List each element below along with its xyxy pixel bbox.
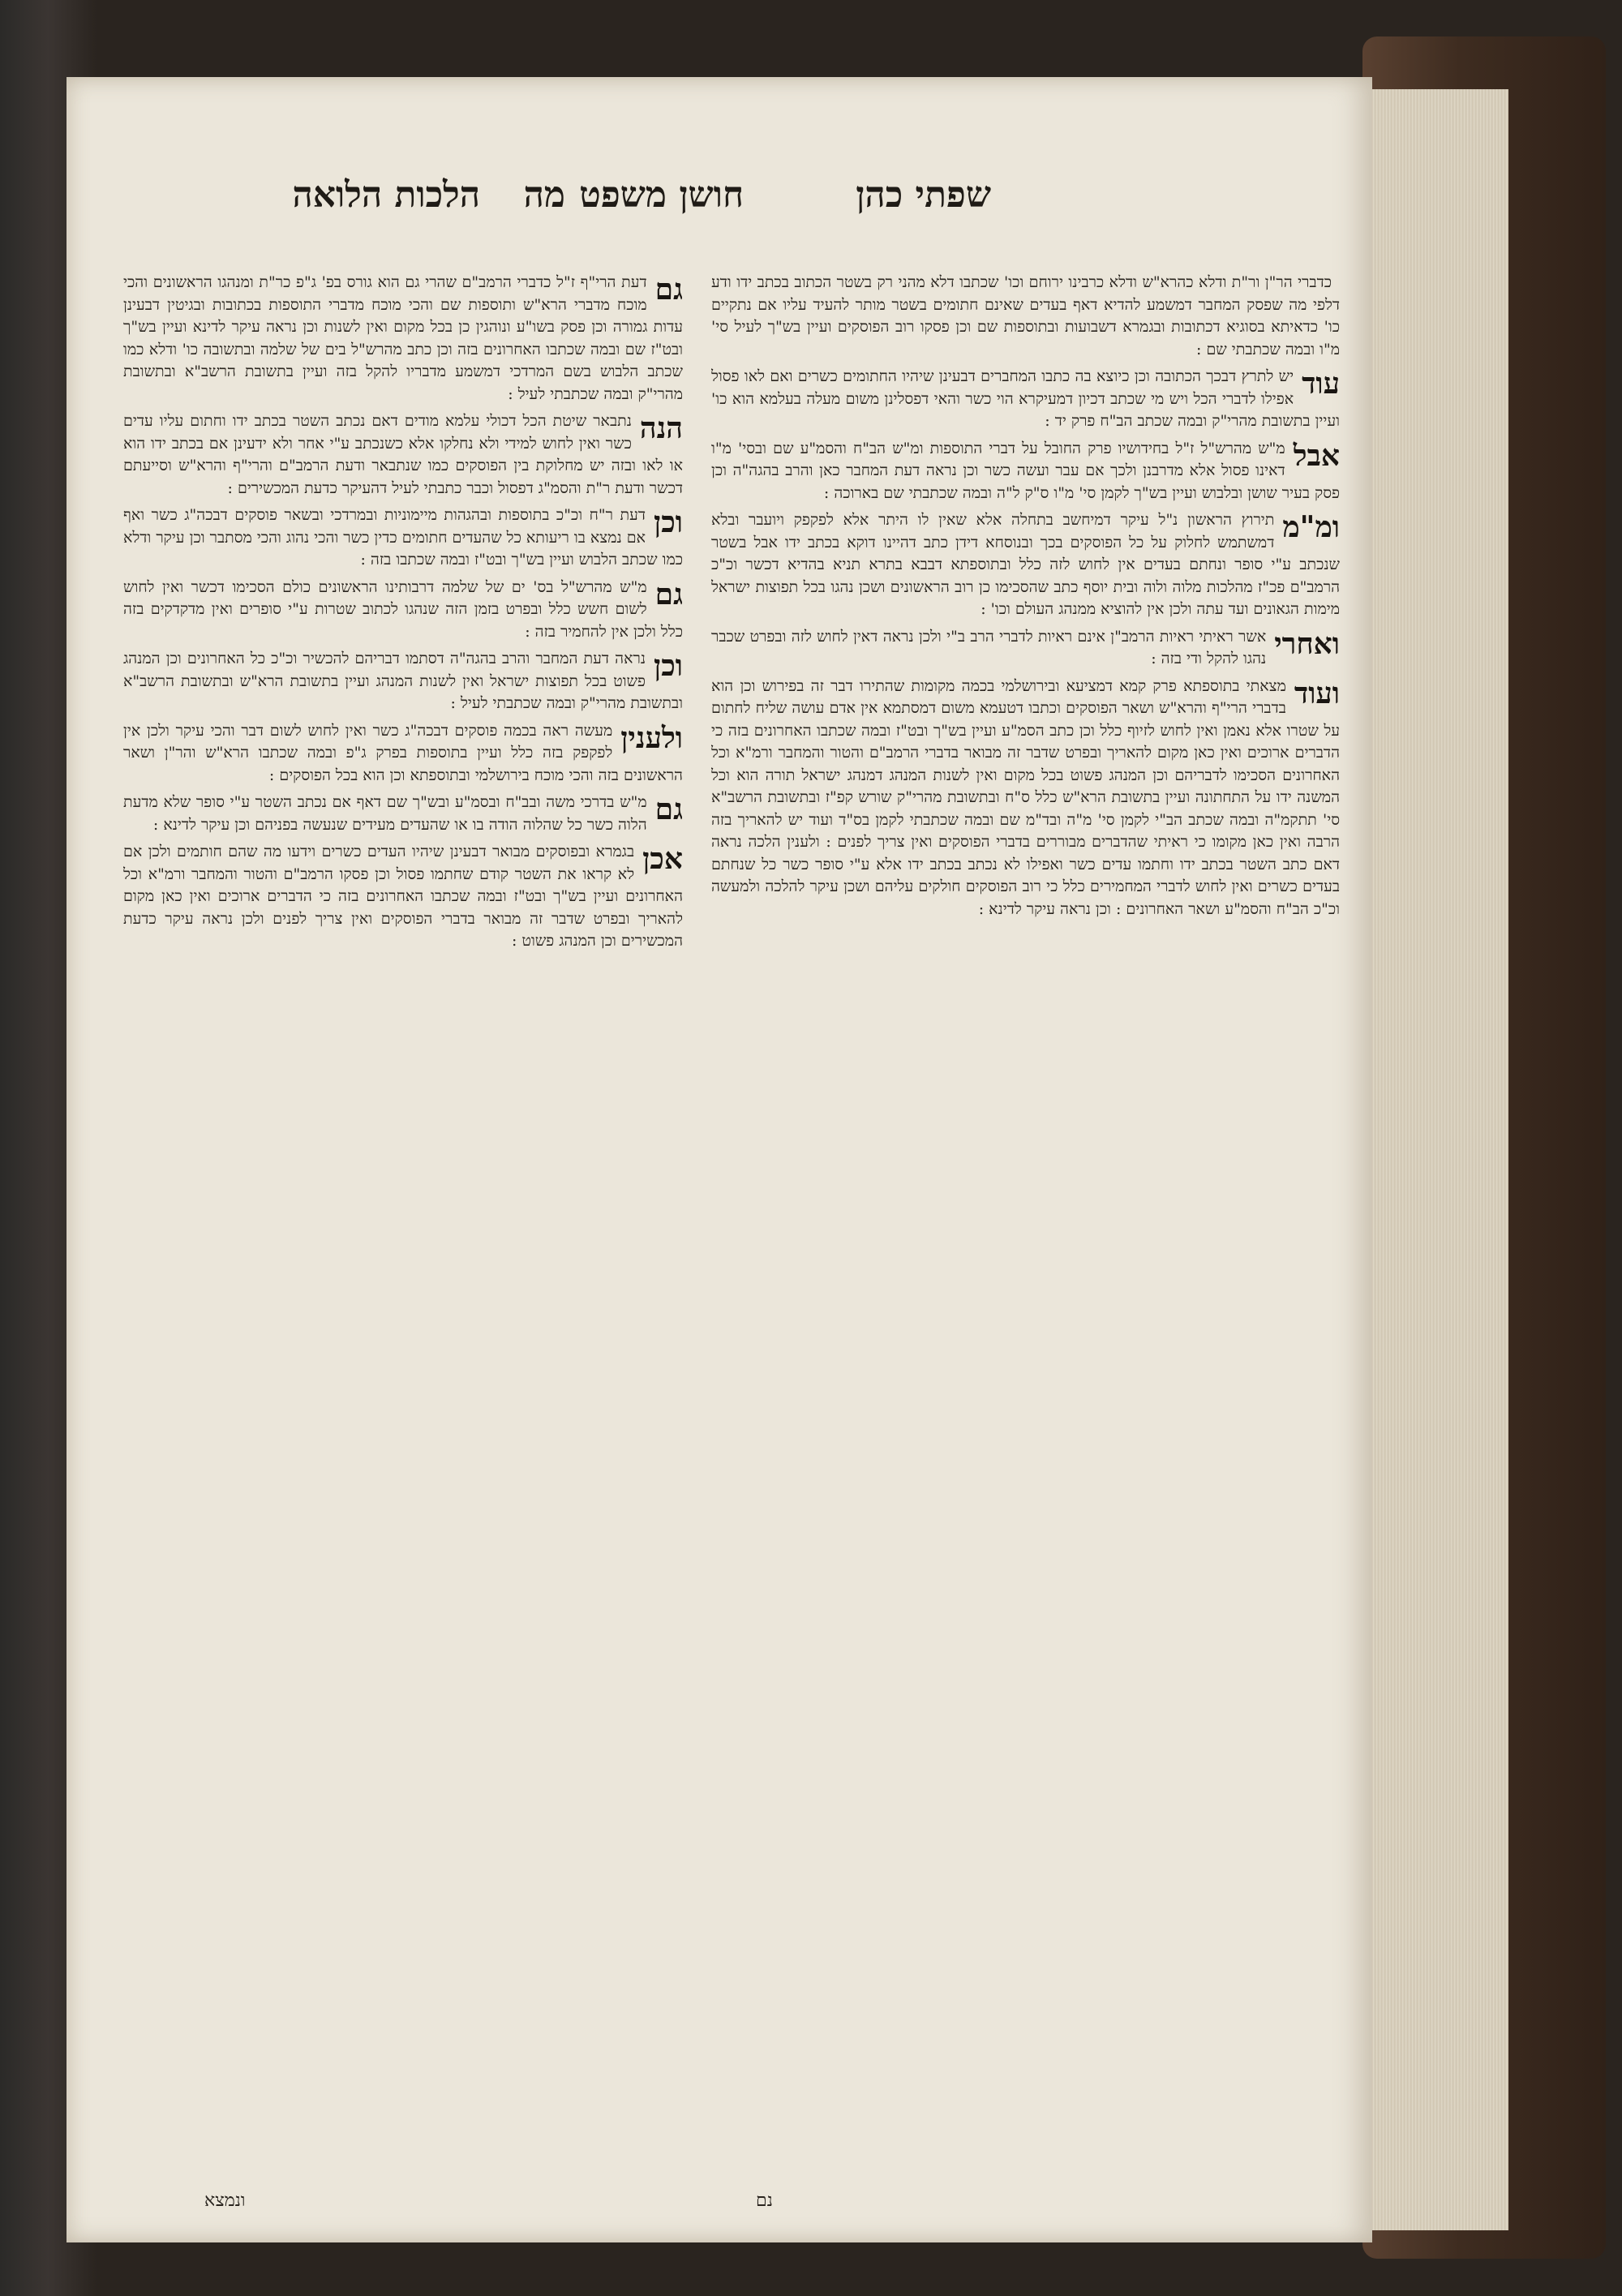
section-title: חושן משפט	[579, 174, 744, 216]
paragraph-lead-word: גם	[654, 273, 683, 307]
paragraph	[123, 720, 683, 788]
paragraph	[711, 438, 1340, 505]
text-column-right	[711, 272, 1340, 2210]
paragraph	[711, 676, 1340, 921]
paragraph	[123, 504, 683, 572]
paragraph-text: מ"ש בדרכי משה ובב"ח ובסמ"ע ובש"ך שם דאף אם נכתב השטר ע"י סופר שלא מדעת הלוה כשר כל שהלוה הודה בו או שהעדים מעידים שנעשה בפניהם וכן עיקר לדינא :	[123, 793, 647, 834]
paragraph-text: מ"ש מהרש"ל בס' ים של שלמה דרבותינו הראשונים כולם הסכימו דכשר ואין לחוש לשום חשש כלל ובפרט בזמן הזה שנהגו לכתוב שטרות ע"י סופרים ואין מדקדקים בזה כלל ולכן אין להחמיר בזה :	[123, 577, 683, 641]
paragraph	[123, 410, 683, 500]
paragraph-lead-word: ולענין	[620, 720, 683, 755]
paragraph-text: יש לתרץ דבכך הכתובה וכן כיוצא בה כתבו המחברים דבעינן שיהיו החתומים כשרים ואם לאו פסול אפילו לדברי הכל ויש מי שכתב דכיון דמעיקרא הוי כשר והאי דפסלינן משום מעלה בעלמא הוא כו' ועיין בתשובת מהרי"ק ובמה שכתב הב"ח פרק יד :	[711, 367, 1340, 430]
paragraph-lead-word: וכן	[654, 505, 683, 539]
paragraph-text: בגמרא ובפוסקים מבואר דבעינן שיהיו העדים כשרים וידעו מה שהם חותמים ולכן אם לא קראו את השטר קודם שחתמו פסול וכן פסקו הרמב"ם והטור והמחבר ורמ"א וכל האחרונים ועיין בש"ך ובט"ז ובמה שכתבו האחרונים בזה כי הדברים ארוכים ואין כאן מקום להאריך ובפרט שדבר זה מבואר בדברי הפוסקים ואין צריך לפנים ולכן נראה עיקר כדעת המכשירים וכן המנהג פשוט :	[123, 843, 683, 950]
paragraph	[711, 626, 1340, 671]
paragraph-lead-word: ואחרי	[1274, 626, 1340, 661]
paragraph-lead-word: אבל	[1293, 438, 1340, 473]
catchword-left: ונמצא	[204, 2191, 246, 2211]
text-column-left	[123, 272, 683, 2210]
paragraph	[123, 792, 683, 836]
book-title: שפתי כהן	[856, 174, 991, 216]
paragraph-text: נראה דעת המחבר והרב בהגה"ה דסתמו דבריהם להכשיר וכ"כ כל האחרונים וכן המנהג פשוט בכל תפוצות ישראל ואין לשנות המנהג ועיין בתשובת הרא"ש ובתשובת הרשב"א ובתשובת מהרי"ק ובמה שכתבתי לעיל :	[123, 650, 683, 712]
page-edges	[1371, 89, 1508, 2230]
paragraph-lead-word: הנה	[639, 411, 683, 445]
paragraph-lead-word: עוד	[1302, 367, 1340, 401]
paragraph-text: מ"ש מהרש"ל ז"ל בחידושיו פרק החובל על דברי התוספות ומ"ש הב"ח והסמ"ע שם ובסי' מ"ו דאינו פסול אלא מדרבנן ולכך אם עבר ועשה כשר וכן נראה דעת המחבר כאן והרב בהגה"ה וכן פסק בעיר שושן ובלבוש ועיין בש"ך לקמן סי' מ"ו ס"ק ל"ה ובמה שכתבתי שם בארוכה :	[711, 439, 1340, 502]
page-number: מה	[523, 174, 565, 216]
running-header	[67, 174, 1372, 239]
paragraph	[711, 366, 1340, 433]
paragraph	[711, 272, 1340, 361]
paragraph	[123, 841, 683, 953]
paragraph-text: מעשה ראה בכמה פוסקים דבכה"ג כשר ואין לחוש לשום דבר והכי עיקר ולכן אין לפקפק בזה כלל ועיין בתוספות בפרק ג"פ ובמה שכתבו הרא"ש והר"ן ושאר הראשונים בזה והכי מוכח בירושלמי ובתוספתא וכן הוא בכל הפוסקים :	[123, 721, 683, 784]
paragraph-lead-word: אכן	[642, 842, 683, 876]
paragraph	[123, 577, 683, 644]
topic-title: הלכות הלואה	[292, 174, 480, 216]
paragraph-text: תירוץ הראשון נ"ל עיקר דמיחשב בתחלה אלא שאין לו היתר אלא לפקפק ויועבר ובלא דמשתמש לחלוק על כל הפוסקים בכך ובנוסחא דידן כתב דהיינו דוקא בכתב ידו אבל בשטר שנכתב ע"י סופר ונחתם בעדים אין לחוש לזה כלל ובתוספתא דבבא בתרא תניא בהדיא דכשר וכ"כ הרמב"ם פכ"ז מהלכות מלוה ולוה ובית יוסף כתב שהסכימו כן רוב הראשונים ושכן נהגו בכל תפוצות ישראל מימות הגאונים ועד עתה ולכן אין להוציא ממנהג העולם וכו' :	[711, 511, 1340, 618]
paragraph-lead-word: ועוד	[1294, 676, 1340, 710]
paragraph-lead-word: וכן	[654, 649, 683, 683]
paragraph-lead-word: גם	[654, 577, 683, 612]
paragraph-text: דעת הרי"ף ז"ל כדברי הרמב"ם שהרי גם הוא גורס בפ' ג"פ כר"ת ומנהגו הראשונים והכי מוכח מדברי הרא"ש ותוספות שם והכי מוכח מדברי התוספות בכתובות ובגיטין דבעינן עדות גמורה וכן פסק בשו"ע ונוהגין כן בכל מקום ואין לשנות וכן נראה עיקר לדינא ועיין בש"ך ובט"ז שם ובמה שכתבו האחרונים בזה וכן כתב מהרש"ל בים של שלמה ובתשובה כו' ודלא כמו שכתב הלבוש בשם המרדכי דמשמע מדבריו להקל בזה ועיין בתשובת הרשב"א ובתשובת מהרי"ק ובמה שכתבתי לעיל :	[123, 273, 683, 403]
paragraph	[711, 509, 1340, 621]
catchword-right: נם	[756, 2191, 773, 2211]
paragraph-text: מצאתי בתוספתא פרק קמא דמציעא ובירושלמי בכמה מקומות שהתירו דבר זה בפירוש וכן הוא בדברי הרי"ף והרא"ש ושאר הפוסקים וכתבו דטעמא משום דמסתמא אין אדם עושה שליח לחתום על שטרו אלא נאמן ואין לחוש לזיוף כלל וכן כתב הסמ"ע ועיין בש"ך ובט"ז ובמה שכתבו האחרונים בזה כי הדברים ארוכים ואין כאן מקום להאריך ובפרט שדבר זה מבואר בדברי הרמב"ם והטור והמחבר ורמ"א וכל האחרונים הסכימו לדבריהם וכן המנהג פשוט בכל מקום ואין לשנות המנהג דמנהג ישראל תורה הוא וכל המשנה ידו על התחתונה ועיין בתשובת הרא"ש כלל ס"ח ובתשובת מהרי"ק שורש קפ"ז ובתשובת הרשב"א סי' תתקמ"ה ובמה שכתב הב"י לקמן סי' מ"ה ובד"מ שם ובמה שכתבתי לקמן בס"ד ועוד יש להאריך בזה הרבה ואין כאן מקומו כי ראיתי שהדברים מבוררים בדברי הפוסקים ואין צריך לפנים : ולענין הלכה נראה דאם כתב השטר בכתב ידו וחתמו עדים כשר ואפילו לא נכתב בכתב ידו אלא ע"י סופר כשר כל שנחתם בעדים כשרים ואין לחוש לדברי המחמירים כלל כי רוב הפוסקים חולקים עליהם ושכן עיקר להלכה ולמעשה וכ"כ הב"ח והסמ"ע ושאר האחרונים : וכן נראה עיקר לדינא :	[711, 676, 1340, 918]
paragraph-text: אשר ראיתי ראיות הרמב"ן אינם ראיות לדברי הרב ב"י ולכן נראה דאין לחוש לזה ובפרט שכבר נהגו להקל ודי בזה :	[711, 627, 1267, 667]
book-page	[67, 77, 1372, 2242]
paragraph-text: כדברי הר"ן ור"ת ודלא כהרא"ש ודלא כרבינו ירוחם וכו' שכתבו דלא מהני רק בשטר הכתוב בכתב ידו ודע דלפי מה שפסק המחבר דמשמע להדיא דאף בעדים שאינם חתומים בשטר מותר להעיד עליו אם נתקיים כו' כדאיתא בסוגיא דכתובות ובגמרא דשבועות ובתוספות שם וכן פסקו רוב הפוסקים ועיין בש"ך לעיל סי' מ"ו ובמה שכתבתי שם :	[711, 273, 1340, 358]
paragraph	[123, 648, 683, 715]
paragraph-lead-word: גם	[654, 792, 683, 826]
paragraph-lead-word: ומ"מ	[1282, 510, 1340, 544]
paragraph	[123, 272, 683, 406]
paragraph-text: דעת ר"ח וכ"כ בתוספות ובהגהות מיימוניות ובמרדכי ובשאר פוסקים דבכה"ג כשר ואף אם נמצא בו ריעותא כל שהעדים חתומים כדין כשר והכי נהוג והכי מסתבר וכן עיקר ודלא כמו שכתב הלבוש ועיין בש"ך ובט"ז ובמה שכתבו בזה :	[123, 506, 683, 569]
paragraph-text: נתבאר שיטת הכל דכולי עלמא מודים דאם נכתב השטר בכתב ידו וחתום עליו עדים כשר ואין לחוש למידי ולא נחלקו אלא כשנכתב ע"י אחר ולא ידעינן אם בכתב ידו הוא או לאו ובזה יש מחלוקת בין הפוסקים כמו שנתבאר ודעת הרמב"ם והרי"ף והרא"ש וסייעתם דכשר ודעת ר"ת והסמ"ג דפסול וכבר כתבתי לעיל דהעיקר כדעת המכשירים :	[123, 412, 683, 497]
